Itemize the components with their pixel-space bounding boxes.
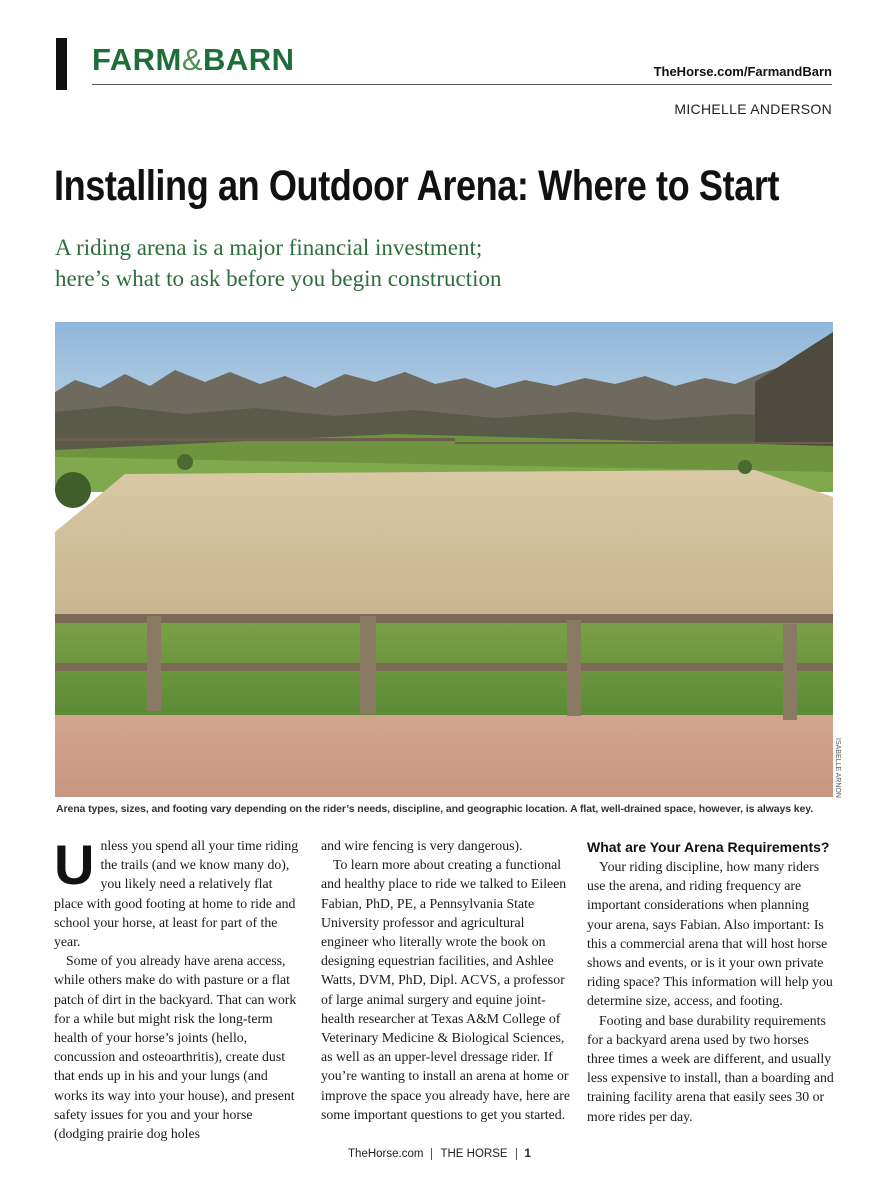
paragraph-1: Unless you spend all your time riding the trails (and we know many do), you likely need a relatively flat place with good footing at home to ride and school your horse, at least for part of the year. bbox=[54, 833, 299, 950]
header-rule bbox=[92, 84, 832, 85]
drop-cap: U bbox=[54, 833, 95, 896]
photo-caption: Arena types, sizes, and footing vary depending on the rider’s needs, discipline, and geographic location. A flat, well-drained space, however, is always key. bbox=[56, 803, 814, 815]
arena-photo-illustration bbox=[55, 322, 833, 797]
arena-photo bbox=[55, 322, 833, 797]
footer-divider bbox=[431, 1148, 432, 1160]
article-headline: Installing an Outdoor Arena: Where to Start bbox=[54, 162, 780, 210]
article-column-3 bbox=[587, 836, 837, 1126]
deck-line-1: A riding arena is a major financial investment; bbox=[55, 235, 483, 260]
page-number: 1 bbox=[524, 1148, 531, 1161]
deck-line-2: here’s what to ask before you begin construction bbox=[55, 266, 502, 291]
paragraph-2: Some of you already have arena access, while others make do with pasture or a flat patch of dirt in the backyard. That can work for a while but might risk the long-term health of your horse’s joints (hello, concussion and osteoarthritis), create dust that ends up in his and your lungs (and works its way into your house), and present safety issues for you and your horse (dodging prairie dog holes bbox=[54, 953, 297, 1142]
paragraph-5: Footing and base durability requirements for a backyard arena used by two horses three times a week are different, and usually less expensive to install, than a boarding and training facility arena that easily sees 30 or more rides per day. bbox=[587, 1012, 834, 1124]
page-footer bbox=[0, 1148, 879, 1160]
footer-site[interactable]: TheHorse.com bbox=[348, 1148, 424, 1161]
photo-credit: ISABELLE ARNON bbox=[834, 738, 841, 798]
section-brand: FARM&BARN bbox=[92, 42, 295, 77]
paragraph-4: Your riding discipline, how many riders use the arena, and riding frequency are important considerations when planning your arena, says Fabian. Also important: Is this a commercial arena that will host horse shows and events, or is it your own private riding space? This information will help you determine size, access, and footing. bbox=[587, 859, 833, 1009]
footer-magazine: THE HORSE bbox=[440, 1148, 508, 1161]
section-url-link[interactable]: TheHorse.com/FarmandBarn bbox=[653, 64, 832, 79]
section-subhead: What are Your Arena Requirements? bbox=[587, 839, 830, 855]
article-column-2 bbox=[321, 836, 571, 1124]
author-byline: MICHELLE ANDERSON bbox=[674, 101, 832, 117]
article-column-1 bbox=[54, 833, 304, 1143]
article-deck bbox=[55, 232, 615, 294]
footer-divider bbox=[516, 1148, 517, 1160]
paragraph-2-continued: and wire fencing is very dangerous). bbox=[321, 838, 523, 853]
paragraph-3: To learn more about creating a functional and healthy place to ride we talked to Eileen Fabian, PhD, PE, a Pennsylvania State University professor and agricultural engineer who literally wrote the book on designing equestrian facilities, and Ashlee Watts, DVM, PhD, Dipl. ACVS, a professor of large animal surgery and equine joint-health researcher at Texas A&M College of Veterinary Medicine & Biological Sciences, as well as an upper-level dressage rider. If you’re wanting to install an arena at home or improve the space you already have, here are some important questions to get you started. bbox=[321, 857, 570, 1122]
header-accent-bar bbox=[56, 38, 67, 90]
